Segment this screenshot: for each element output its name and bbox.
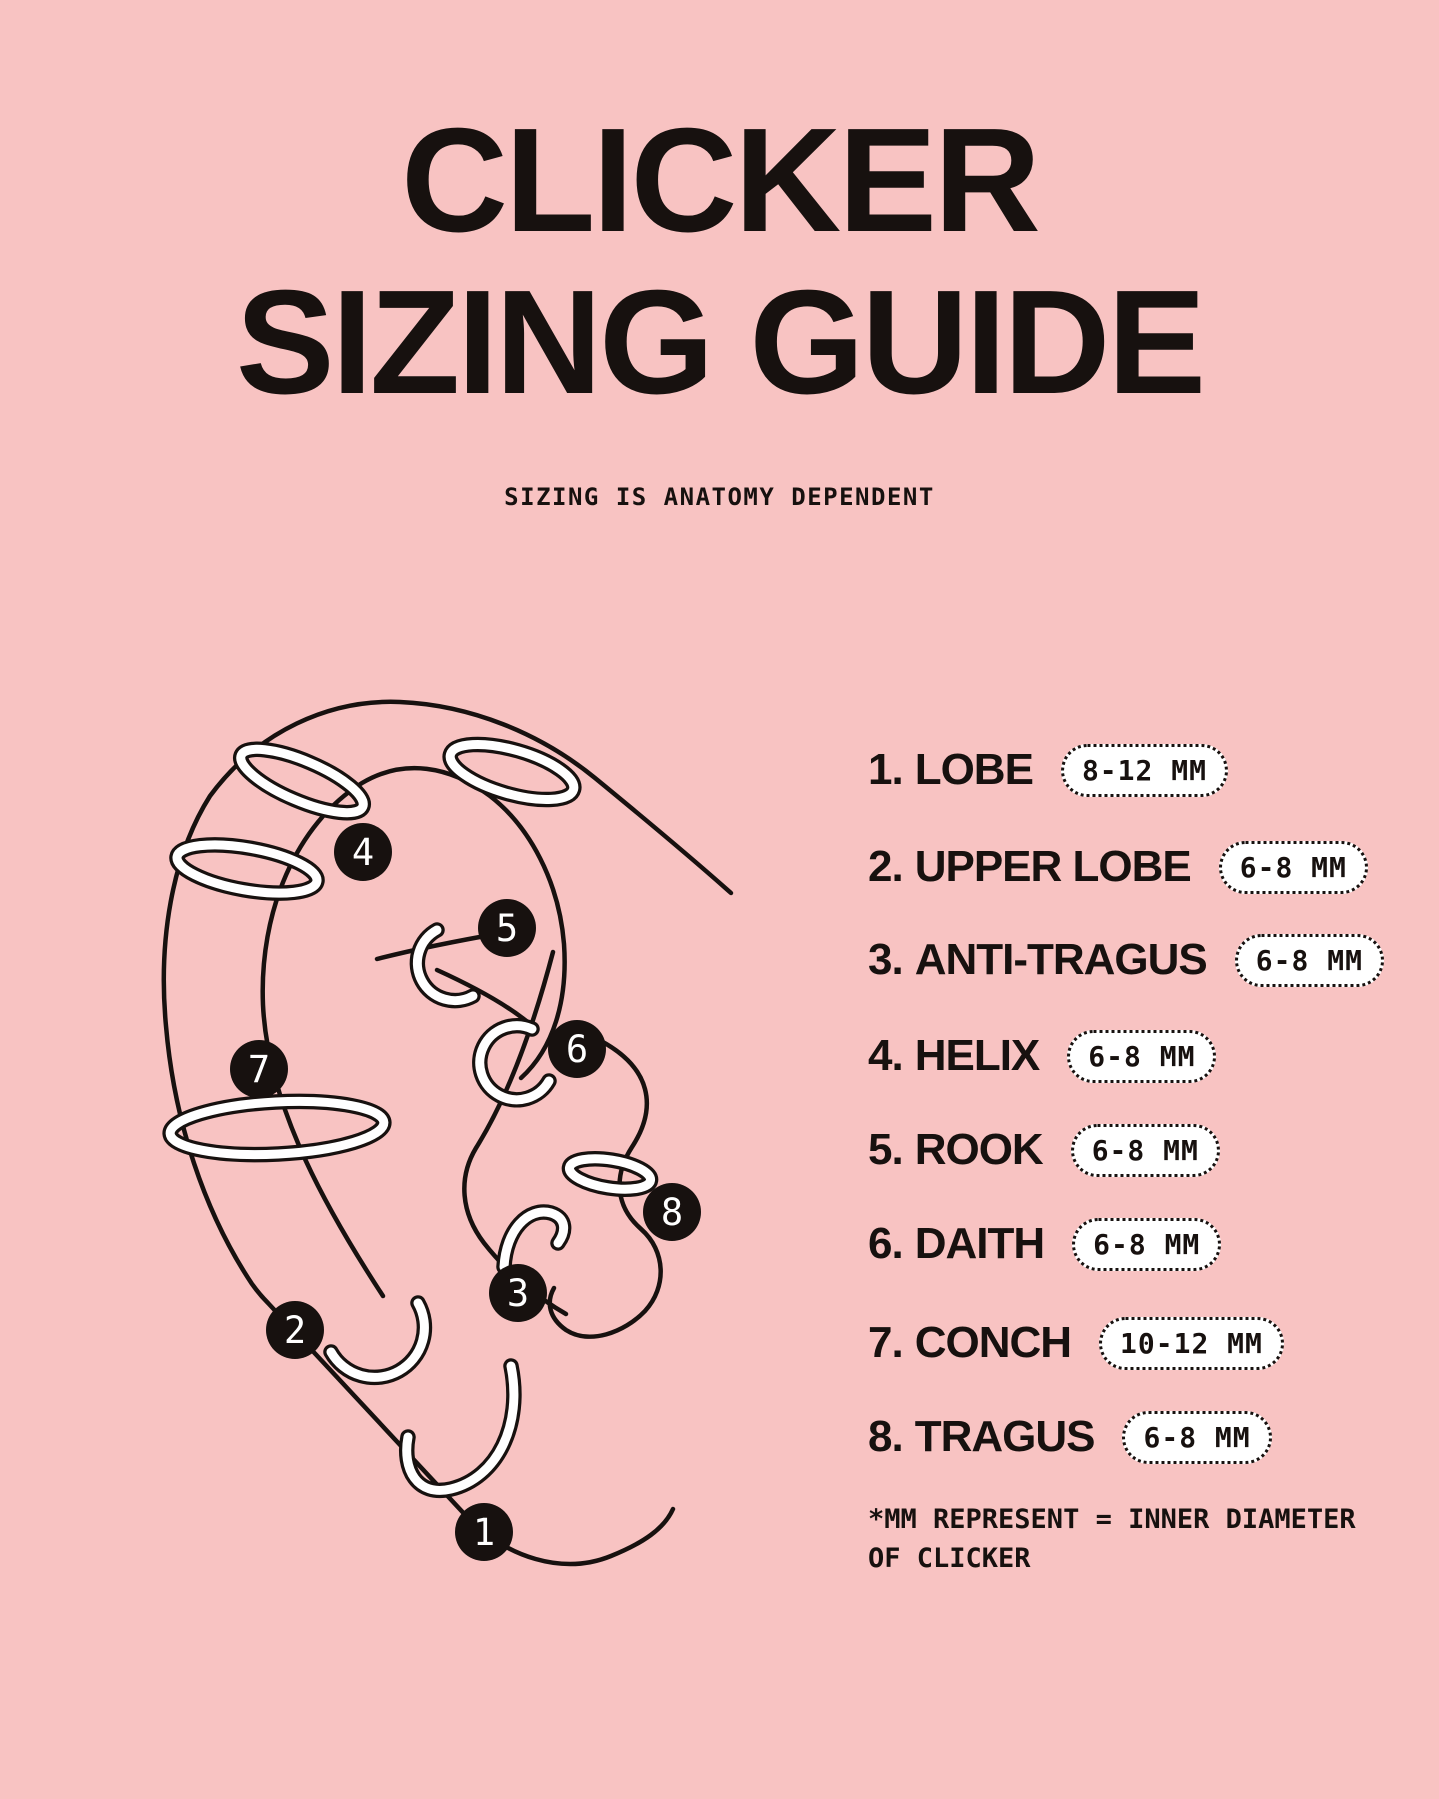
footnote-line-2: OF CLICKER (868, 1543, 1031, 1574)
legend-name: LOBE (914, 745, 1033, 794)
legend-number: 8. (868, 1412, 903, 1461)
size-badge (1235, 934, 1384, 987)
legend-item-upper-lobe (868, 839, 1368, 895)
legend-label (868, 1125, 1043, 1175)
size-badge (1122, 1411, 1271, 1464)
legend-number: 5. (868, 1125, 903, 1174)
helix-hoop (233, 737, 370, 825)
legend-label (868, 842, 1191, 892)
size-text: 6-8 MM (1255, 943, 1363, 977)
legend-number: 2. (868, 842, 903, 891)
size-badge (1072, 1218, 1221, 1271)
marker-number-6: 6 (565, 1028, 589, 1071)
daith-hoop (480, 1026, 549, 1100)
title-line-2: SIZING GUIDE (235, 260, 1204, 425)
ear-diagram (120, 640, 800, 1660)
page-title (0, 100, 1439, 424)
clicker-hoops (169, 733, 653, 1490)
legend-label (868, 1318, 1071, 1368)
marker-number-5: 5 (495, 907, 519, 950)
size-badge (1099, 1317, 1284, 1370)
size-badge (1219, 841, 1368, 894)
marker-number-2: 2 (283, 1309, 307, 1352)
legend-item-daith (868, 1216, 1221, 1272)
legend-number: 6. (868, 1219, 903, 1268)
legend-name: DAITH (914, 1219, 1045, 1268)
size-badge (1061, 744, 1228, 797)
size-badge (1071, 1124, 1220, 1177)
size-text: 6-8 MM (1093, 1227, 1201, 1261)
size-badge (1067, 1030, 1216, 1083)
legend-item-helix (868, 1028, 1216, 1084)
size-text: 6-8 MM (1091, 1133, 1199, 1167)
size-text: 10-12 MM (1120, 1326, 1263, 1360)
legend-name: ROOK (914, 1125, 1043, 1174)
legend-item-conch (868, 1315, 1284, 1371)
legend-item-tragus (868, 1409, 1272, 1465)
legend-label (868, 935, 1207, 985)
legend-name: CONCH (914, 1318, 1072, 1367)
marker-number-3: 3 (506, 1272, 530, 1315)
legend-number: 3. (868, 935, 903, 984)
size-text: 6-8 MM (1088, 1039, 1196, 1073)
marker-number-1: 1 (472, 1511, 496, 1554)
legend-item-rook (868, 1122, 1220, 1178)
legend-name: HELIX (914, 1031, 1040, 1080)
legend-label (868, 745, 1033, 795)
legend-name: ANTI-TRAGUS (914, 935, 1207, 984)
marker-number-8: 8 (660, 1191, 684, 1234)
upper-lobe-hoop (331, 1303, 424, 1377)
legend-label (868, 1031, 1039, 1081)
legend-name: TRAGUS (914, 1412, 1095, 1461)
footnote (868, 1500, 1356, 1578)
antitragus-notch-line (464, 952, 566, 1314)
marker-number-7: 7 (247, 1048, 271, 1091)
legend-item-lobe (868, 742, 1228, 798)
ear-outline-lines (164, 702, 731, 1564)
legend-label (868, 1412, 1094, 1462)
size-text: 6-8 MM (1239, 850, 1347, 884)
title-line-1: CLICKER (401, 98, 1038, 263)
legend-label (868, 1219, 1044, 1269)
legend-number: 1. (868, 745, 903, 794)
subtitle: SIZING IS ANATOMY DEPENDENT (504, 483, 935, 511)
outer-helix-line (164, 702, 731, 1564)
size-text: 6-8 MM (1143, 1420, 1251, 1454)
legend-item-anti-tragus (868, 932, 1384, 988)
size-text: 8-12 MM (1081, 753, 1207, 787)
footnote-line-1: *MM REPRESENT = INNER DIAMETER (868, 1504, 1356, 1535)
legend-name: UPPER LOBE (914, 842, 1191, 891)
marker-number-4: 4 (351, 831, 375, 874)
legend-number: 7. (868, 1318, 903, 1367)
legend-number: 4. (868, 1031, 903, 1080)
upper-helix-hoop (444, 733, 579, 811)
